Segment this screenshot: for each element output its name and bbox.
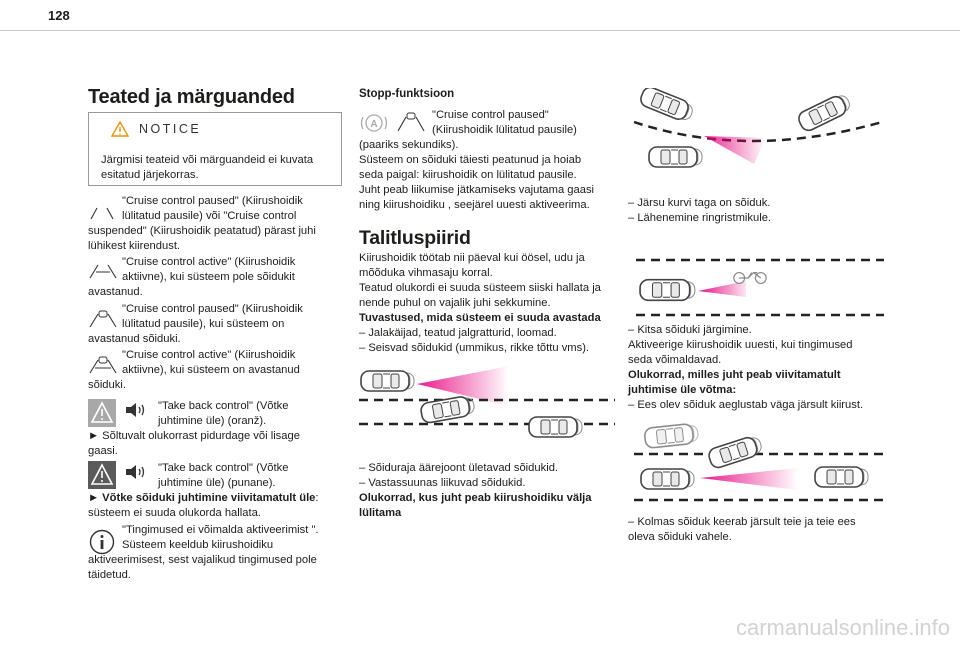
narrow-line-3: seda võimaldavad. <box>628 354 722 366</box>
item-0-line-4: lühikest kiirendust. <box>88 240 181 252</box>
narrow-line-2: Aktiveerige kiirushoidik uuesti, kui tingimused <box>628 339 853 351</box>
notice-box <box>88 112 342 186</box>
item-6-line-3: aktiveerimisest, sest vajalikud tingimused pole <box>88 554 317 566</box>
after-image-item-1: – Sõiduraja äärejoont ületavad sõidukid. <box>359 462 559 474</box>
item-4-line-3: ► Sõltuvalt olukorrast pidurdage või lisage <box>88 430 300 442</box>
auto-hold-icon <box>359 112 389 134</box>
item-5-line-1: "Take back control" (Võtke <box>158 462 289 474</box>
cruise-active-icon <box>88 263 118 279</box>
stop-line-1: "Cruise control paused" <box>432 109 549 121</box>
info-icon <box>89 529 115 555</box>
item-5-line-4: süsteem ei suuda olukorda hallata. <box>88 507 261 519</box>
cruise-active-car-icon <box>88 356 118 374</box>
cut-in-illustration <box>628 420 886 504</box>
limits-line-2: mõõduka vihmasaju korral. <box>359 267 493 279</box>
notice-text: Järgmisi teateid või märguandeid ei kuvata esitatud järjekorras. <box>101 154 314 181</box>
page-number: 128 <box>48 8 70 23</box>
cruise-paused-car-icon <box>88 310 118 328</box>
limits-line-3: Teatud olukordi ei suuda süsteem siiski hallata ja <box>359 282 601 294</box>
lane-crossing-illustration <box>359 362 615 446</box>
svg-text:A: A <box>370 119 378 130</box>
narrow-item-1: – Kitsa sõiduki järgimine. <box>628 324 752 336</box>
item-1-line-1: "Cruise control active" (Kiirushoidik <box>122 256 296 268</box>
item-0-line-1: "Cruise control paused" (Kiirushoidik <box>122 195 303 207</box>
item-3-line-2: aktiivne), kui süsteem on avastanud <box>122 364 300 376</box>
item-3-line-1: "Cruise control active" (Kiirushoidik <box>122 349 296 361</box>
stop-line-4: Süsteem on sõiduki täiesti peatunud ja hoiab <box>359 154 582 166</box>
header-divider <box>0 30 960 31</box>
cut-in-line-2: oleva sõiduki vahele. <box>628 531 732 543</box>
takeover-title-line-1: Olukorrad, milles juht peab viivitamatult <box>628 369 841 381</box>
item-6-line-4: täidetud. <box>88 569 131 581</box>
notice-label: NOTICE <box>139 122 202 136</box>
after-image-item-2: – Vastassuunas liikuvad sõidukid. <box>359 477 526 489</box>
item-4-line-2: juhtimine üle) (oranž). <box>158 415 267 427</box>
takeover-title-line-2: juhtimise üle võtma: <box>628 384 737 396</box>
sharp-curve-illustration <box>628 88 886 184</box>
item-6-line-2: Süsteem keeldub kiirushoidiku <box>122 539 274 551</box>
item-0-line-2: lülitatud pausile) või "Cruise control <box>122 210 297 222</box>
item-0-line-3: suspended" (Kiirushoidik peatatud) pärast juhi <box>88 225 316 237</box>
stop-function-title: Stopp-funktsioon <box>359 88 455 100</box>
item-5-line-3: ► Võtke sõiduki juhtimine viivitamatult üle: <box>88 492 319 504</box>
item-2-line-1: "Cruise control paused" (Kiirushoidik <box>122 303 303 315</box>
curve-item-1: – Järsu kurvi taga on sõiduk. <box>628 197 771 209</box>
item-5-line-2: juhtimine üle) (punane). <box>158 477 276 489</box>
item-1-line-2: aktiivne), kui süsteem pole sõidukit <box>122 271 295 283</box>
item-3-line-3: sõiduki. <box>88 379 126 391</box>
cruise-paused-car-icon <box>396 112 426 132</box>
item-2-line-3: avastanud sõiduki. <box>88 333 181 345</box>
undetected-item-1: – Jalakäijad, teatud jalgratturid, loomad. <box>359 327 557 339</box>
operating-limits-title: Talitluspiirid <box>359 227 471 249</box>
warning-triangle-icon <box>111 121 129 137</box>
stop-line-2: (Kiirushoidik lülitatud pausile) <box>432 124 577 136</box>
undetected-item-2: – Seisvad sõidukid (ummikus, rikke tõttu vms). <box>359 342 590 354</box>
stop-line-3: (paariks sekundiks). <box>359 139 459 151</box>
narrow-vehicle-illustration <box>628 255 886 319</box>
lane-lines-icon <box>89 206 115 220</box>
item-4-line-1: "Take back control" (Võtke <box>158 400 289 412</box>
sound-icon <box>124 463 148 481</box>
curve-item-2: – Lähenemine ringristmikule. <box>628 212 772 224</box>
undetected-title: Tuvastused, mida süsteem ei suuda avastada <box>359 312 601 324</box>
item-1-line-3: avastanud. <box>88 286 143 298</box>
item-2-line-2: lülitatud pausile), kui süsteem on <box>122 318 285 330</box>
stop-line-7: ning kiirushoidiku , seejärel uuesti aktiveerima. <box>359 199 590 211</box>
intervene-title-line-1: Olukorrad, kus juht peab kiirushoidiku välja <box>359 492 592 504</box>
takeover-item-1: – Ees olev sõiduk aeglustab väga järsult kiirust. <box>628 399 864 411</box>
stop-line-6: Juht peab liikumise jätkamiseks vajutama gaasi <box>359 184 595 196</box>
item-6-line-1: "Tingimused ei võimalda aktiveerimist ". <box>122 524 319 536</box>
limits-line-4: nende puhul on vajalik juhi sekkumine. <box>359 297 551 309</box>
intervene-title-line-2: lülitama <box>359 507 402 519</box>
sound-icon <box>124 401 148 419</box>
watermark: carmanualsonline.info <box>735 615 950 640</box>
stop-line-5: seda paigal: kiirushoidik on lülitatud pausile. <box>359 169 577 181</box>
item-4-line-4: gaasi. <box>88 445 118 457</box>
cut-in-item-1: – Kolmas sõiduk keerab järsult teie ja teie ees <box>628 516 856 528</box>
take-back-control-red-icon <box>88 461 116 489</box>
limits-line-1: Kiirushoidik töötab nii päeval kui öösel, udu ja <box>359 252 585 264</box>
take-back-control-orange-icon <box>88 399 116 427</box>
section-title: Teated ja märguanded <box>88 86 295 108</box>
